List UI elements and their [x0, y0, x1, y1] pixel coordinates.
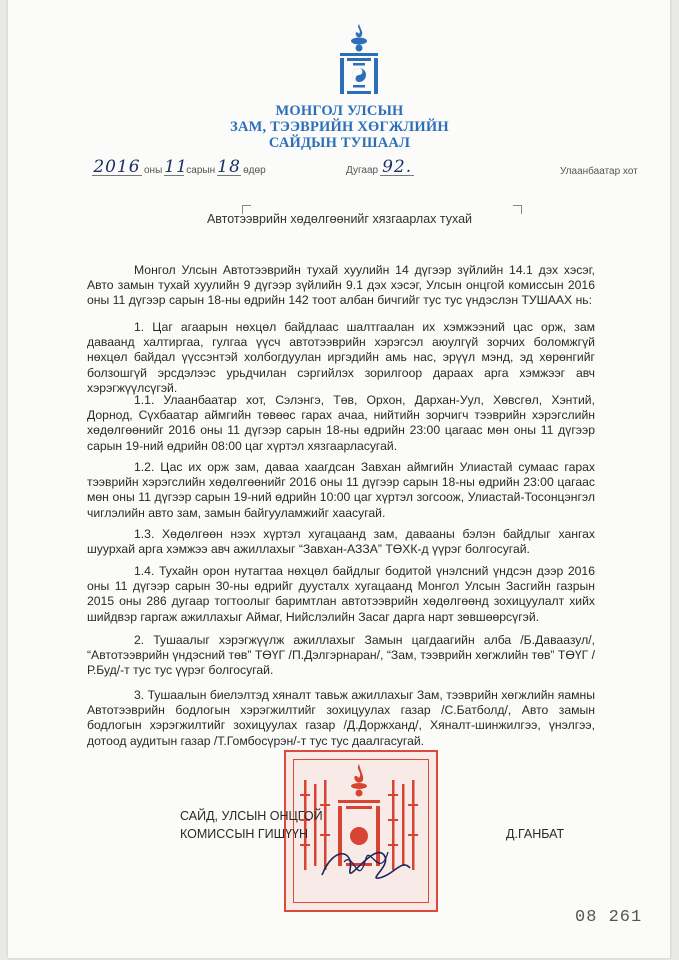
- document-number: 08 261: [575, 908, 643, 927]
- paragraph-1: 1. Цаг агаарын нөхцөл байдлаас шалтгаалан их хэмжээний цас орж, зам даваанд халтиргаа, гулгаа үүсч автотээврийн хэрэгсэл аюулгүй зорчих боломжгүй нөхцөл байдал үүссэнтэй холбогдуулан иргэдийн амь нас, эрүүл мэнд, эд хөрөнгийг болзошгүй эрсдэлээс урьдчилан сэргийлэх зорилгоор дараах арга хэмжээг авч хэрэгжүүлсүгэй.: [87, 320, 595, 395]
- order-number: 92.: [382, 157, 413, 177]
- paragraph-1-1: 1.1. Улаанбаатар хот, Сэлэнгэ, Төв, Орхон, Дархан-Уул, Хөвсгөл, Хэнтий, Дорнод, Сүхбаатар аймгийн төвөөс гарах ачаа, нийтийн зорчигч тээврийн хэрэгслийн хөдөлгөөнийг 2016 оны 11 дүгээр сарын 18-ны өдрийн 23:00 цагаас мөн оны 11 дүгээр сарын 19-ний өдрийн 08:00 цаг хүртэл хязгаарласугай.: [87, 393, 595, 453]
- paragraph-2: 2. Тушаалыг хэрэгжүүлж ажиллахыг Замын цагдаагийн алба /Б.Даваазул/, “Автотээврийн үндэсний төв” ТӨҮГ /П.Дэлгэрнаран/, “Зам, тээврийн хөгжлийн төв” ТӨҮГ /Р.Буд/-т тус тус үүрэг болгосугай.: [87, 633, 595, 678]
- paragraph-1-2: 1.2. Цас их орж зам, даваа хаагдсан Завхан аймгийн Улиастай сумаас гарах тээврийн хэрэгслийн хөдөлгөөнийг 2016 оны 11 дүгээр сарын 18-ны өдрийн 23:00 цагаас мөн оны 11 дүгээр сарын 19-ний өдрийн 10:00 цаг хүртэл зогсоож, Улиастай-Тосонцэнгэл чиглэлийн авто зам, замын байгууламжийг хаасугай.: [87, 460, 595, 520]
- signatory-name: Д.ГАНБАТ: [506, 827, 565, 841]
- date-day: 18: [217, 157, 241, 177]
- signatory-title: [180, 807, 323, 843]
- number-label: Дугаар: [346, 165, 379, 176]
- month-label: сарын: [186, 165, 216, 176]
- soyombo-emblem-icon: [336, 22, 382, 98]
- document-subject: Автотээврийн хөдөлгөөнийг хязгаарлах тухай: [206, 212, 473, 226]
- number-field: [344, 157, 414, 181]
- paragraph-preamble: Монгол Улсын Автотээврийн тухай хуулийн 14 дүгээр зүйлийн 14.1 дэх хэсэг, Авто замын тухай хуулийн 9 дүгээр зүйлийн 9.1 дэх хэсэг, Улсын онцгой комиссын 2016 оны 11 дүгээр сарын 18-ны өдрийн 142 тоот албан бичгийг тус тус үндэслэн ТУШААХ нь:: [87, 263, 595, 308]
- signatory-title-line-2: КОМИССЫН ГИШҮҮН: [180, 827, 309, 841]
- date-year: 2016: [93, 157, 141, 177]
- paragraph-1-3: 1.3. Хөдөлгөөн нээх хүртэл хугацаанд зам, давааны бэлэн байдлыг хангах шуурхай арга хэмжээ авч ажиллахыг “Завхан-АЗЗА” ТӨХК-д үүрэг болгосугай.: [87, 527, 595, 557]
- ministry-line-1: МОНГОЛ УЛСЫН: [275, 103, 404, 119]
- day-label: өдөр: [243, 165, 266, 176]
- order-title: САЙДЫН ТУШААЛ: [268, 135, 411, 151]
- ministry-line-2: ЗАМ, ТЭЭВРИЙН ХӨГЖЛИЙН: [230, 119, 449, 135]
- place: Улаанбаатар хот: [560, 166, 638, 177]
- paragraph-1-4: 1.4. Тухайн орон нутагтаа нөхцөл байдлыг бодитой үнэлсний үндсэн дээр 2016 оны 11 дүгээр сарын 30-ны өдрийг дуусталх хугацаанд Монгол Улсын Засгийн газрын 2015 оны 286 дугаар тогтоолыг баримтлан автотээврийн хөдөлгөөнд зохицуулалт хийх шийдвэр гаргаж ажиллахыг Аймаг, Нийслэлийн Засаг дарга нарт зөвшөөрсүгэй.: [87, 564, 595, 624]
- date-field: [92, 157, 268, 181]
- year-label: оны: [144, 165, 163, 176]
- signatory-title-line-1: САЙД, УЛСЫН ОНЦГОЙ: [180, 809, 323, 823]
- paragraph-3: 3. Тушаалын биелэлтэд хяналт тавьж ажиллахыг Зам, тээврийн хөгжлийн яамны Автотээврийн бодлогын хэрэгжилтийг зохицуулах газар /С.Батболд/, Авто замын бодлогын хэрэгжилтийг зохицуулах газар /Д.Доржханд/, Хяналт-шинжилгээ, үнэлгээ, дотоод аудитын газар /Т.Гомбосүрэн/-т тус тус даалгасугай.: [87, 688, 595, 748]
- date-month: 11: [164, 157, 188, 177]
